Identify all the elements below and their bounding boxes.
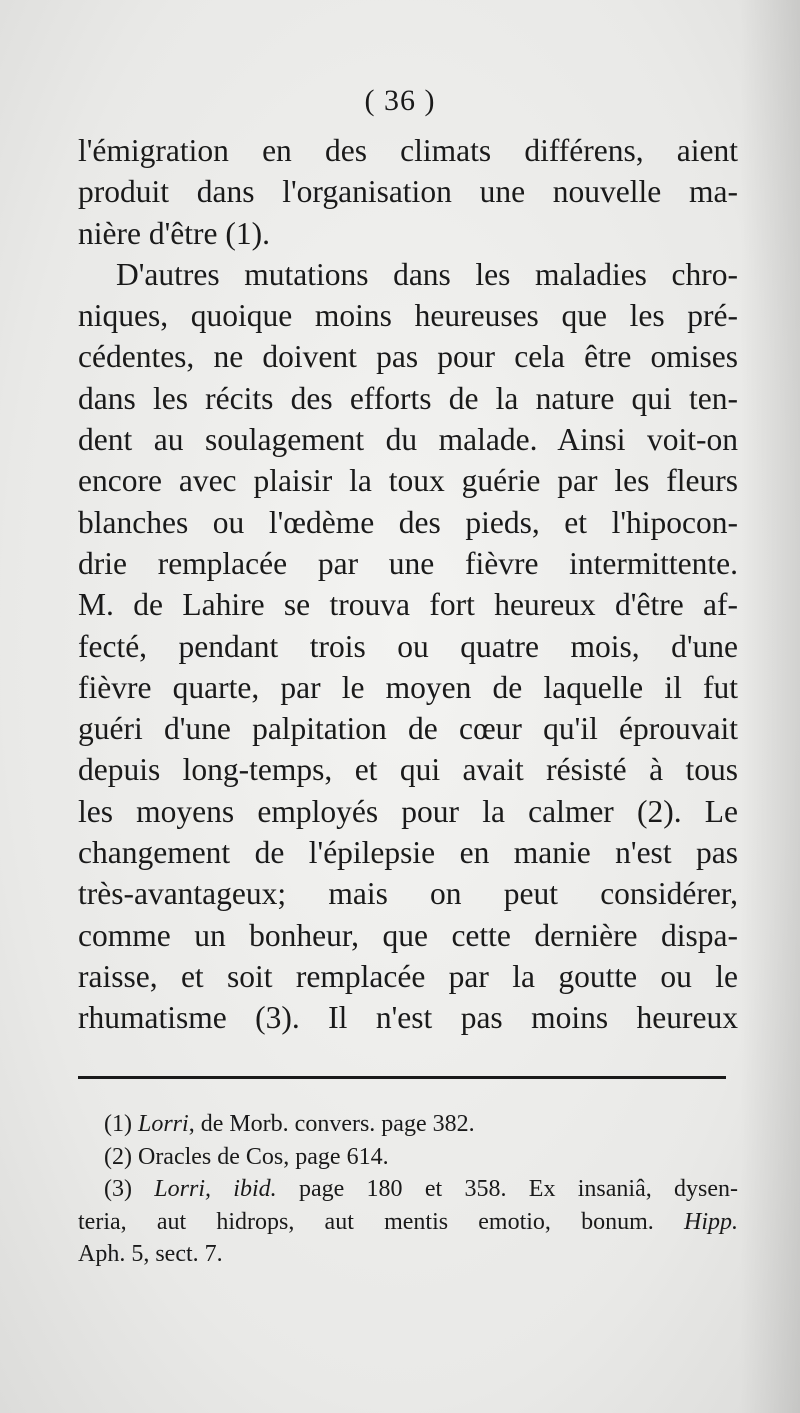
body-line: encore avec plaisir la toux guérie par les fleurs [78, 463, 738, 499]
footnote-text: teria, aut hidrops, aut mentis emotio, bonum. [78, 1208, 654, 1235]
footnote-line [78, 1141, 738, 1174]
body-line: dans les récits des efforts de la nature qui ten- [78, 380, 738, 416]
footnote-source: Hipp. [684, 1208, 739, 1235]
footnote-line [78, 1238, 738, 1271]
footnote-rule [78, 1076, 726, 1079]
body-line: raisse, et soit remplacée par la goutte ou le [78, 958, 738, 994]
footnote-line [78, 1108, 738, 1141]
footnote-text: page 180 et 358. Ex insaniâ, dysen- [298, 1176, 739, 1202]
body-line: cédentes, ne doivent pas pour cela être omises [78, 339, 738, 375]
footnote-text: , de Morb. convers. page 382. [188, 1111, 475, 1137]
footnote-marker: (2) [104, 1143, 132, 1170]
page-number: ( 36 ) [364, 84, 436, 117]
body-line: blanches ou l'œdème des pieds, et l'hipocon- [78, 504, 738, 540]
footnote-text: Aph. 5, sect. 7. [78, 1241, 223, 1267]
body-line: les moyens employés pour la calmer (2). Le [78, 793, 738, 829]
body-line: changement de l'épilepsie en manie n'est pas [78, 835, 738, 871]
body-line: rhumatisme (3). Il n'est pas moins heureux [78, 1000, 738, 1036]
body-line: nière d'être (1). [78, 215, 270, 251]
footnote-line [78, 1173, 738, 1206]
footnote [78, 1141, 738, 1174]
footnotes [78, 1108, 738, 1271]
body-line: dent au soulagement du malade. Ainsi voit-on [78, 422, 738, 458]
body-line: l'émigration en des climats différens, aient [78, 133, 738, 168]
footnote [78, 1173, 738, 1271]
footnote-line [78, 1206, 738, 1239]
body-line: fièvre quarte, par le moyen de laquelle il fut [78, 669, 738, 705]
body-line: très-avantageux; mais on peut considérer, [78, 876, 738, 912]
body-line: comme un bonheur, que cette dernière dispa- [78, 917, 738, 953]
page-edge-shadow [740, 0, 800, 1413]
footnote-author: Lorri, ibid. [154, 1176, 277, 1202]
body-line: fecté, pendant trois ou quatre mois, d'une [78, 628, 738, 664]
body-line: drie remplacée par une fièvre intermittente. [78, 545, 738, 581]
body-line: niques, quoique moins heureuses que les pré- [78, 298, 738, 334]
body-line: guéri d'une palpitation de cœur qu'il éprouvait [78, 711, 738, 747]
body-text [78, 130, 738, 1039]
body-line: depuis long-temps, et qui avait résisté à tous [78, 752, 738, 788]
body-line: D'autres mutations dans les maladies chro- [116, 256, 738, 292]
footnote [78, 1108, 738, 1141]
footnote-text: Oracles de Cos, page 614. [137, 1143, 389, 1170]
footnote-author: Lorri [137, 1111, 189, 1137]
footnote-marker: (1) [104, 1111, 132, 1137]
body-line: produit dans l'organisation une nouvelle ma- [78, 174, 738, 210]
footnote-marker: (3) [104, 1176, 132, 1202]
body-line: M. de Lahire se trouva fort heureux d'être af- [78, 587, 738, 623]
